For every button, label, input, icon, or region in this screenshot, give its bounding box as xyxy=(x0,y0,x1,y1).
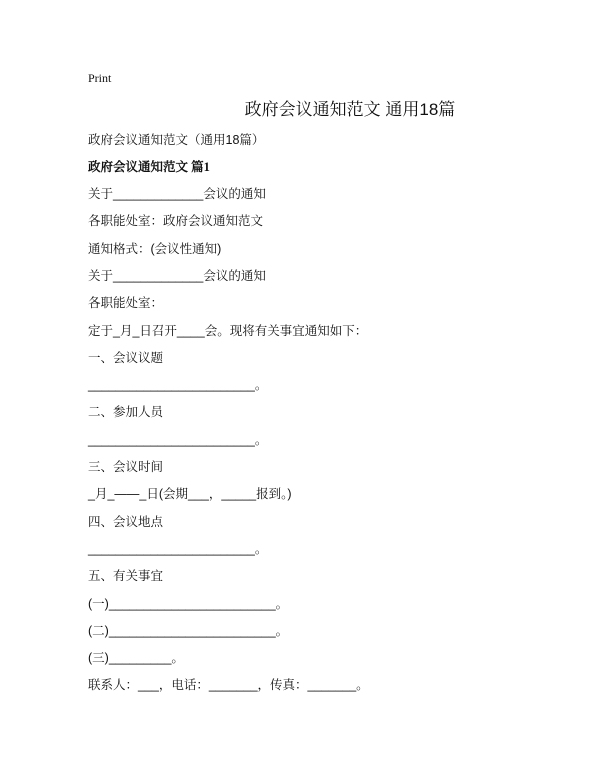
document-line: 一、会议议题 xyxy=(88,350,164,365)
document-line: (一)________________________。 xyxy=(88,596,289,611)
document-subtitle: 政府会议通知范文（通用18篇） xyxy=(88,133,265,147)
section-heading: 政府会议通知范文 篇1 xyxy=(88,160,210,174)
document-line: ________________________。 xyxy=(88,378,268,393)
document-line: 定于_月_日召开____会。现将有关事宜通知如下： xyxy=(88,323,368,338)
document-title: 政府会议通知范文 通用18篇 xyxy=(244,100,456,119)
document-line: ________________________。 xyxy=(88,541,268,556)
document-line: 通知格式：(会议性通知) xyxy=(88,241,222,256)
print-link[interactable]: Print xyxy=(88,71,112,85)
document-line: (三)_________。 xyxy=(88,651,184,666)
document-line: 五、有关事宜 xyxy=(88,569,164,584)
document-line: 关于_____________会议的通知 xyxy=(88,187,266,201)
document-line: _月_——_日(会期___，_____报到。) xyxy=(88,487,292,502)
document-line: 三、会议时间 xyxy=(88,460,164,474)
document-line: 联系人：___，电话：_______，传真：_______。 xyxy=(88,678,369,693)
document-line: 关于_____________会议的通知 xyxy=(88,268,266,283)
document-line: (二)________________________。 xyxy=(88,623,289,638)
document-line: 二、参加人员 xyxy=(88,405,164,420)
document-line: 各职能处室：政府会议通知范文 xyxy=(88,214,264,229)
document-line: ________________________。 xyxy=(88,432,268,447)
document-line: 各职能处室： xyxy=(88,296,164,311)
document-line: 四、会议地点 xyxy=(88,514,164,529)
